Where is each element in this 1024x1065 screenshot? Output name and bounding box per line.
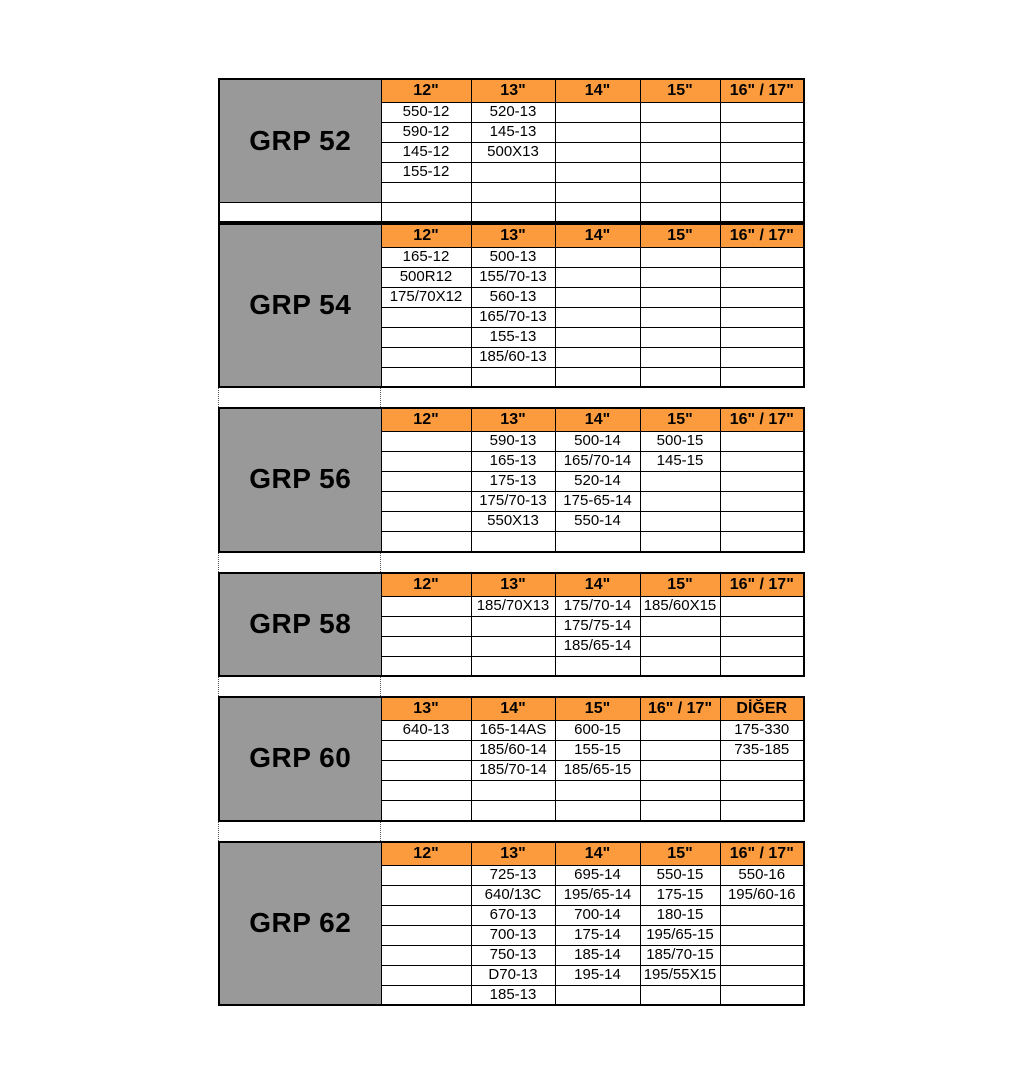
tire-size-cell: [471, 532, 555, 552]
tire-size-cell: 195-14: [555, 965, 640, 985]
page-break-dotted-line: [380, 388, 381, 407]
tire-size-cell: [640, 287, 720, 307]
size-header: 14": [555, 79, 640, 103]
tire-size-cell: 175/75-14: [555, 616, 640, 636]
tire-size-cell: D70-13: [471, 965, 555, 985]
size-header: 12": [381, 573, 471, 597]
tire-size-cell: [720, 327, 804, 347]
tire-size-cell: [720, 905, 804, 925]
tire-size-cell: 590-13: [471, 432, 555, 452]
tire-size-cell: [555, 347, 640, 367]
tire-size-cell: 155/70-13: [471, 267, 555, 287]
tire-size-cell: [471, 163, 555, 183]
tire-size-cell: 700-13: [471, 925, 555, 945]
tire-size-cell: [720, 616, 804, 636]
tire-size-cell: [720, 965, 804, 985]
tire-size-cell: [720, 452, 804, 472]
size-header: 13": [471, 573, 555, 597]
tire-size-cell: 195/65-14: [555, 885, 640, 905]
tire-size-cell: [720, 532, 804, 552]
header-row: [219, 842, 804, 866]
tire-size-cell: 185/70-15: [640, 945, 720, 965]
tire-size-cell: [555, 367, 640, 387]
tire-size-cell: 155-15: [555, 741, 640, 761]
tire-size-cell: [471, 636, 555, 656]
size-header: 14": [555, 408, 640, 432]
tire-size-cell: [471, 183, 555, 203]
size-header: 15": [640, 224, 720, 248]
tire-size-cell: 175-14: [555, 925, 640, 945]
group-table-grp-56: [218, 407, 805, 553]
size-header: 16" / 17": [720, 408, 804, 432]
group-table-grp-58: [218, 572, 805, 678]
tire-size-cell: 750-13: [471, 945, 555, 965]
tire-size-cell: 550-12: [381, 103, 471, 123]
tire-size-cell: [720, 143, 804, 163]
tire-size-cell: [381, 656, 471, 676]
tire-size-cell: 175-65-14: [555, 492, 640, 512]
group-label: GRP 60: [219, 697, 381, 821]
tire-size-cell: [381, 432, 471, 452]
size-header: 13": [471, 408, 555, 432]
size-header: DİĞER: [720, 697, 804, 721]
tire-size-cell: 145-13: [471, 123, 555, 143]
tire-size-cell: 185/70X13: [471, 596, 555, 616]
tire-size-cell: 185/70-14: [471, 761, 555, 781]
tire-size-cell: [720, 801, 804, 821]
tire-size-cell: [720, 287, 804, 307]
tire-size-cell: [720, 492, 804, 512]
tire-size-cell: [720, 781, 804, 801]
separator-row: [219, 203, 804, 222]
tire-size-cell: 640/13C: [471, 885, 555, 905]
tire-size-cell: [555, 287, 640, 307]
page-break-dotted-line: [218, 677, 219, 696]
tire-size-cell: [720, 267, 804, 287]
tire-size-cell: 145-12: [381, 143, 471, 163]
tire-size-cell: 500R12: [381, 267, 471, 287]
size-header: 15": [640, 79, 720, 103]
group-label: GRP 54: [219, 224, 381, 388]
page-break-dotted-line: [380, 677, 381, 696]
tire-size-cell: [381, 183, 471, 203]
tire-size-cell: [640, 761, 720, 781]
tire-size-cell: 155-13: [471, 327, 555, 347]
tire-size-cell: [555, 985, 640, 1005]
separator-cell: [471, 203, 555, 222]
tire-group-tables: [218, 78, 805, 1006]
tire-size-cell: [555, 327, 640, 347]
page-gap: [218, 822, 805, 841]
tire-size-cell: 165/70-13: [471, 307, 555, 327]
tire-size-cell: 185/60-13: [471, 347, 555, 367]
tire-size-cell: [720, 985, 804, 1005]
size-header: 13": [381, 697, 471, 721]
page-break-dotted-line: [380, 822, 381, 841]
tire-size-cell: 165-12: [381, 247, 471, 267]
tire-size-cell: [555, 532, 640, 552]
page-break-dotted-line: [218, 388, 219, 407]
tire-size-cell: [640, 492, 720, 512]
tire-size-cell: 175/70-13: [471, 492, 555, 512]
group-table-grp-52: [218, 78, 805, 223]
size-header: 13": [471, 79, 555, 103]
tire-size-cell: 185/65-14: [555, 636, 640, 656]
tire-size-cell: 735-185: [720, 741, 804, 761]
size-header: 12": [381, 224, 471, 248]
tire-size-cell: [555, 781, 640, 801]
header-row: [219, 408, 804, 432]
header-row: [219, 79, 804, 103]
tire-size-cell: [471, 781, 555, 801]
size-header: 14": [555, 842, 640, 866]
tire-size-cell: [555, 247, 640, 267]
tire-size-cell: [381, 925, 471, 945]
tire-size-cell: [381, 347, 471, 367]
tire-size-cell: 500-13: [471, 247, 555, 267]
tire-size-cell: [720, 945, 804, 965]
tire-size-cell: 520-14: [555, 472, 640, 492]
tire-size-cell: [640, 143, 720, 163]
tire-size-cell: 185-13: [471, 985, 555, 1005]
tire-size-cell: [720, 432, 804, 452]
tire-size-cell: 725-13: [471, 865, 555, 885]
group-table-grp-54: [218, 223, 805, 389]
tire-size-cell: [640, 721, 720, 741]
size-header: 15": [555, 697, 640, 721]
tire-size-cell: [720, 347, 804, 367]
size-header: 15": [640, 408, 720, 432]
tire-size-cell: [471, 367, 555, 387]
tire-size-cell: [640, 781, 720, 801]
tire-size-cell: [381, 781, 471, 801]
tire-size-cell: 520-13: [471, 103, 555, 123]
tire-size-cell: 550-15: [640, 865, 720, 885]
tire-size-cell: [381, 865, 471, 885]
tire-size-cell: [640, 247, 720, 267]
page-break-dotted-line: [218, 553, 219, 572]
tire-size-cell: [640, 103, 720, 123]
tire-size-cell: 550X13: [471, 512, 555, 532]
tire-size-cell: 185-14: [555, 945, 640, 965]
tire-size-cell: 155-12: [381, 163, 471, 183]
tire-size-cell: [640, 532, 720, 552]
tire-size-cell: [555, 267, 640, 287]
tire-size-cell: [640, 636, 720, 656]
size-header: 14": [471, 697, 555, 721]
tire-size-cell: [555, 103, 640, 123]
size-header: 16" / 17": [720, 79, 804, 103]
tire-size-cell: 560-13: [471, 287, 555, 307]
tire-size-cell: [640, 367, 720, 387]
tire-size-cell: [555, 307, 640, 327]
tire-size-cell: 175/70X12: [381, 287, 471, 307]
tire-size-cell: [381, 452, 471, 472]
tire-size-cell: 175-15: [640, 885, 720, 905]
tire-size-cell: 145-15: [640, 452, 720, 472]
size-header: 12": [381, 842, 471, 866]
tire-size-cell: 165-14AS: [471, 721, 555, 741]
tire-size-cell: 500-14: [555, 432, 640, 452]
tire-size-cell: [720, 307, 804, 327]
tire-size-cell: 180-15: [640, 905, 720, 925]
tire-size-cell: [381, 905, 471, 925]
tire-size-cell: [471, 616, 555, 636]
tire-size-cell: [720, 596, 804, 616]
tire-size-cell: [640, 267, 720, 287]
tire-size-cell: [381, 472, 471, 492]
tire-size-cell: 590-12: [381, 123, 471, 143]
separator-cell: [720, 203, 804, 222]
tire-size-cell: 700-14: [555, 905, 640, 925]
separator-cell: [555, 203, 640, 222]
tire-size-cell: [381, 636, 471, 656]
group-label: GRP 58: [219, 573, 381, 677]
tire-size-cell: [381, 512, 471, 532]
size-header: 13": [471, 224, 555, 248]
tire-size-cell: [381, 885, 471, 905]
tire-size-cell: 185/60-14: [471, 741, 555, 761]
tire-size-cell: [640, 347, 720, 367]
size-header: 15": [640, 842, 720, 866]
size-header: 16" / 17": [640, 697, 720, 721]
group-label: GRP 62: [219, 842, 381, 1006]
group-label: GRP 56: [219, 408, 381, 552]
tire-size-cell: [720, 103, 804, 123]
tire-size-cell: [381, 761, 471, 781]
tire-size-cell: [555, 143, 640, 163]
tire-size-cell: 175-330: [720, 721, 804, 741]
tire-size-cell: [381, 532, 471, 552]
tire-size-cell: 600-15: [555, 721, 640, 741]
tire-size-cell: 640-13: [381, 721, 471, 741]
tire-size-cell: [720, 636, 804, 656]
tire-size-cell: [640, 801, 720, 821]
size-header: 12": [381, 79, 471, 103]
tire-size-cell: 175/70-14: [555, 596, 640, 616]
separator-cell: [219, 203, 381, 222]
tire-size-cell: [381, 741, 471, 761]
tire-size-cell: [640, 472, 720, 492]
tire-size-cell: [381, 985, 471, 1005]
tire-size-cell: [720, 163, 804, 183]
tire-size-cell: [640, 163, 720, 183]
header-row: [219, 573, 804, 597]
tire-size-cell: [720, 367, 804, 387]
tire-size-cell: 165/70-14: [555, 452, 640, 472]
tire-size-cell: 185/65-15: [555, 761, 640, 781]
tire-size-cell: [640, 512, 720, 532]
tire-size-cell: [555, 163, 640, 183]
page-gap: [218, 553, 805, 572]
tire-size-cell: 195/60-16: [720, 885, 804, 905]
separator-cell: [640, 203, 720, 222]
tire-size-cell: [640, 985, 720, 1005]
tire-size-cell: [381, 616, 471, 636]
size-header: 16" / 17": [720, 573, 804, 597]
tire-size-cell: [381, 965, 471, 985]
tire-size-cell: [381, 596, 471, 616]
size-header: 13": [471, 842, 555, 866]
tire-size-cell: [381, 367, 471, 387]
tire-size-cell: 165-13: [471, 452, 555, 472]
tire-size-cell: [381, 307, 471, 327]
tire-size-cell: [471, 656, 555, 676]
tire-size-cell: [640, 123, 720, 143]
tire-size-cell: [720, 761, 804, 781]
tire-size-cell: 195/55X15: [640, 965, 720, 985]
tire-size-cell: [720, 183, 804, 203]
tire-size-cell: 185/60X15: [640, 596, 720, 616]
group-table-grp-60: [218, 696, 805, 822]
tire-size-cell: [381, 492, 471, 512]
page-gap: [218, 388, 805, 407]
page-break-dotted-line: [218, 822, 219, 841]
tire-size-cell: [720, 512, 804, 532]
tire-size-cell: [381, 801, 471, 821]
tire-size-cell: [555, 656, 640, 676]
tire-size-cell: [555, 183, 640, 203]
tire-size-cell: [381, 945, 471, 965]
tire-size-cell: 500-15: [640, 432, 720, 452]
tire-size-cell: [720, 472, 804, 492]
tire-size-cell: 550-14: [555, 512, 640, 532]
tire-size-cell: [640, 656, 720, 676]
tire-size-cell: [720, 123, 804, 143]
tire-size-cell: [640, 327, 720, 347]
tire-size-cell: 550-16: [720, 865, 804, 885]
tire-size-cell: [555, 801, 640, 821]
tire-size-cell: [381, 327, 471, 347]
tire-size-cell: [720, 656, 804, 676]
size-header: 14": [555, 573, 640, 597]
tire-size-cell: 695-14: [555, 865, 640, 885]
header-row: [219, 224, 804, 248]
size-header: 16" / 17": [720, 224, 804, 248]
group-label: GRP 52: [219, 79, 381, 203]
size-header: 16" / 17": [720, 842, 804, 866]
tire-size-cell: [640, 183, 720, 203]
tire-size-cell: [471, 801, 555, 821]
tire-size-cell: 175-13: [471, 472, 555, 492]
tire-size-cell: 500X13: [471, 143, 555, 163]
group-table-grp-62: [218, 841, 805, 1007]
tire-size-cell: [640, 741, 720, 761]
tire-size-cell: [555, 123, 640, 143]
tire-size-cell: 195/65-15: [640, 925, 720, 945]
tire-size-cell: [720, 925, 804, 945]
size-header: 14": [555, 224, 640, 248]
page-break-dotted-line: [380, 553, 381, 572]
page-gap: [218, 677, 805, 696]
size-header: 15": [640, 573, 720, 597]
tire-size-cell: 670-13: [471, 905, 555, 925]
tire-size-cell: [640, 307, 720, 327]
size-header: 12": [381, 408, 471, 432]
tire-size-cell: [720, 247, 804, 267]
separator-cell: [381, 203, 471, 222]
tire-size-cell: [640, 616, 720, 636]
header-row: [219, 697, 804, 721]
